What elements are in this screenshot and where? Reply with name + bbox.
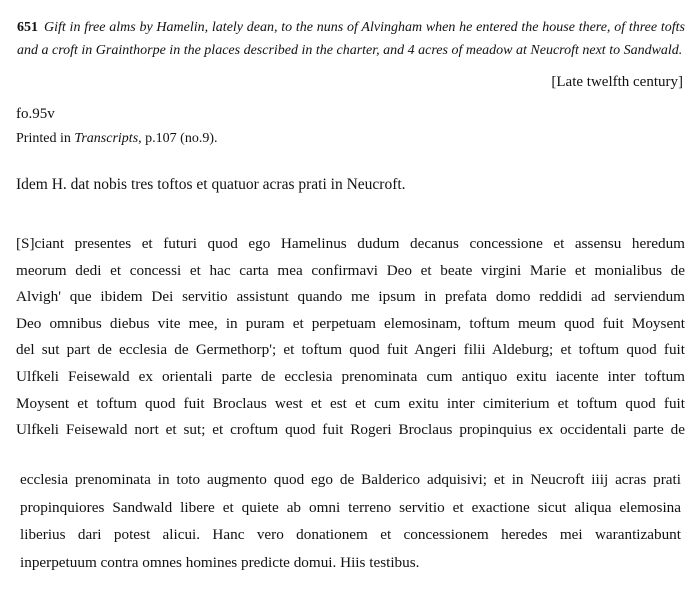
- entry-heading-text: Gift in free alms by Hamelin, lately dean, to the nuns of Alvingham when he entered the house there, of three tofts and a croft in Grainthorpe in the places described in the charter, and 4 acres of meadow at Neucroft next to Sandwald.: [17, 20, 685, 58]
- charter-line: meorum dedi et concessi et hac carta mea confirmavi Deo et beate virgini Marie et monialibus de: [16, 261, 685, 279]
- entry-number: 651: [17, 20, 38, 35]
- entry-heading: [17, 16, 685, 62]
- charter-line: del sut part de ecclesia de Germethorp'; et toftum quod fuit Angeri filii Aldeburg; et toftum quod fuit: [16, 341, 685, 359]
- printed-title: Transcripts: [74, 131, 139, 146]
- charter-line: [S]ciant presentes et futuri quod ego Hamelinus dudum decanus concessione et assensu heredum: [16, 235, 685, 252]
- charter-text-continued: [20, 466, 681, 576]
- rubric: Idem H. dat nobis tres toftos et quatuor acras prati in Neucroft.: [16, 176, 406, 193]
- charter-line: inperpetuum contra omnes homines predicte domui. Hiis testibus.: [20, 553, 420, 571]
- charter-line: Moysent et toftum quod fuit Broclaus west et est et cum exitu inter cimiterium et toftum quod fuit: [16, 394, 685, 412]
- charter-line: Ulfkeli Feisewald nort et sut; et croftum quod fuit Rogeri Broclaus propinquius ex occidentali parte de: [16, 421, 685, 439]
- charter-line: Ulfkeli Feisewald ex orientali parte de ecclesia prenominata cum antiquo exitu iacente inter toftum: [16, 367, 685, 385]
- entry-date: [Late twelfth century]: [551, 74, 683, 90]
- charter-line: liberius dari potest alicui. Hanc vero donationem et concessionem heredes mei warantizabunt: [20, 526, 681, 543]
- charter-line: ecclesia prenominata in toto augmento quod ego de Balderico adquisivi; et in Neucroft iiij acras prati: [20, 471, 681, 488]
- charter-line: Deo omnibus diebus vite mee, in puram et perpetuam elemosinam, toftum meum quod fuit Moysent: [16, 314, 685, 332]
- charter-text: [16, 231, 685, 444]
- printed-suffix: , p.107 (no.9).: [138, 131, 218, 146]
- charter-line: propinquiores Sandwald libere et quiete ab omni terreno servitio et exactione sicut aliqua elemosina: [20, 498, 681, 516]
- folio-reference: fo.95v: [16, 106, 55, 122]
- printed-prefix: Printed in: [16, 131, 75, 146]
- charter-line: Alvigh' que ibidem Dei servitio assistunt quando me ipsum in prefata domo reddidi ad serviendum: [16, 288, 685, 306]
- printed-reference: [16, 131, 217, 147]
